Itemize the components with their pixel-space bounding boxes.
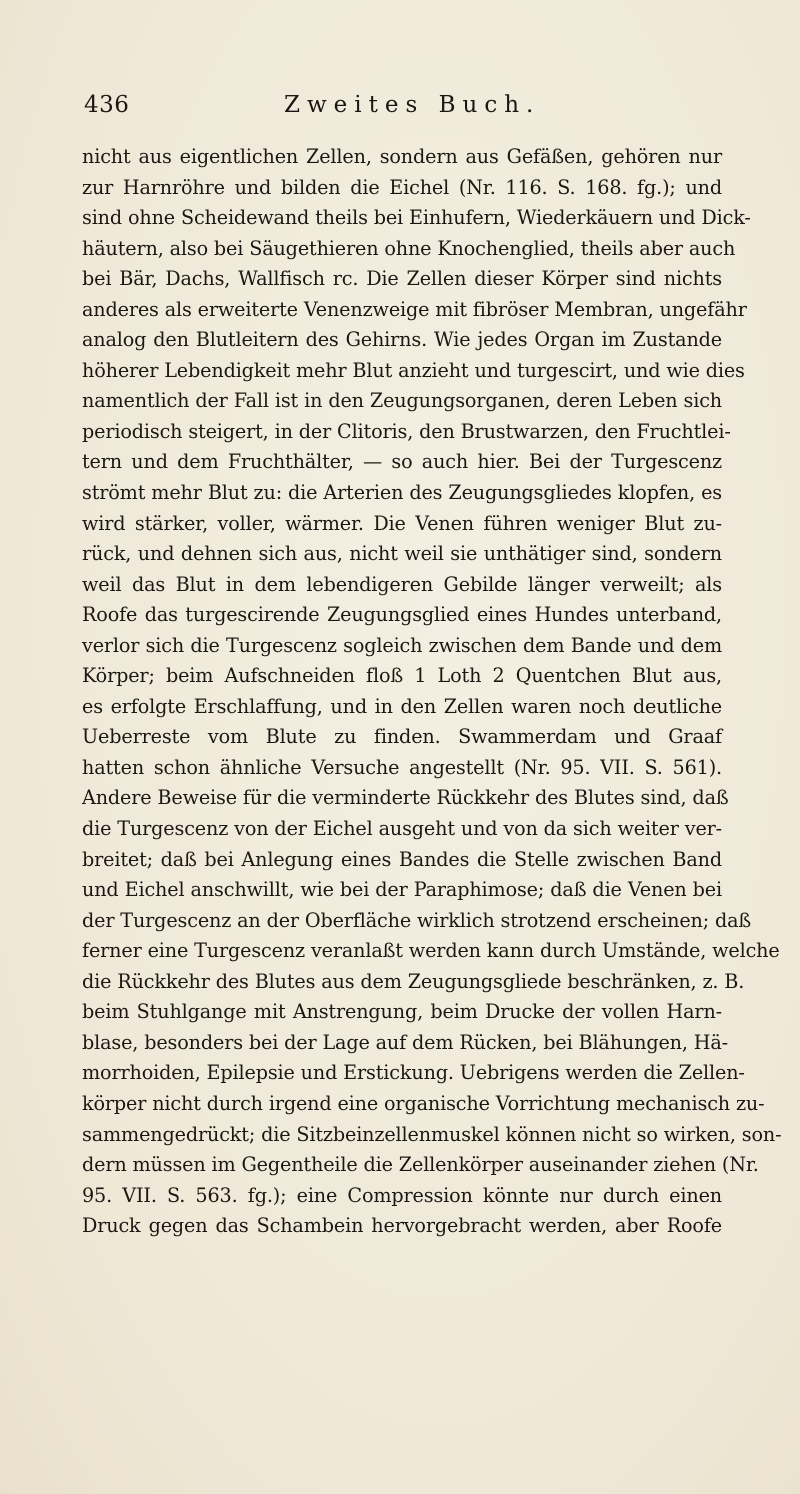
- text-line: die Rückkehr des Blutes aus dem Zeugungsgliede beschränken, z. B.: [82, 969, 745, 993]
- text-line: Roofe das turgescirende Zeugungsglied eines Hundes unterband,: [82, 603, 722, 627]
- text-line: höherer Lebendigkeit mehr Blut anzieht und turgescirt, und wie dies: [82, 358, 745, 382]
- text-line: häutern, also bei Säugethieren ohne Knochenglied, theils aber auch: [82, 236, 736, 260]
- text-line: wird stärker, voller, wärmer. Die Venen führen weniger Blut zu-: [82, 511, 722, 535]
- text-line: rück, und dehnen sich aus, nicht weil sie unthätiger sind, sondern: [82, 542, 722, 566]
- text-line: morrhoiden, Epilepsie und Erstickung. Uebrigens werden die Zellen-: [82, 1061, 745, 1085]
- text-line: sind ohne Scheidewand theils bei Einhufern, Wiederkäuern und Dick-: [82, 206, 751, 230]
- text-line: die Turgescenz von der Eichel ausgeht und von da sich weiter ver-: [82, 817, 722, 841]
- text-line: analog den Blutleitern des Gehirns. Wie jedes Organ im Zustande: [82, 328, 722, 352]
- running-head: Zweites Buch.: [284, 92, 541, 118]
- text-line: blase, besonders bei der Lage auf dem Rücken, bei Blähungen, Hä-: [82, 1030, 728, 1054]
- text-line: körper nicht durch irgend eine organische Vorrichtung mechanisch zu-: [82, 1091, 765, 1115]
- text-line: Andere Beweise für die verminderte Rückkehr des Blutes sind, daß: [82, 786, 729, 810]
- text-line: breitet; daß bei Anlegung eines Bandes die Stelle zwischen Band: [82, 847, 722, 871]
- text-line: sammengedrückt; die Sitzbeinzellenmuskel können nicht so wirken, son-: [82, 1122, 782, 1146]
- text-line: ferner eine Turgescenz veranlaßt werden kann durch Umstände, welche: [82, 939, 780, 963]
- text-line: nicht aus eigentlichen Zellen, sondern aus Gefäßen, gehören nur: [82, 145, 722, 168]
- text-line: anderes als erweiterte Venenzweige mit fibröser Membran, ungefähr: [82, 297, 747, 321]
- text-line: beim Stuhlgange mit Anstrengung, beim Drucke der vollen Harn-: [82, 1000, 722, 1024]
- text-line: tern und dem Fruchthälter, — so auch hier. Bei der Turgescenz: [82, 450, 722, 474]
- text-line: verlor sich die Turgescenz sogleich zwischen dem Bande und dem: [82, 633, 722, 657]
- text-line: der Turgescenz an der Oberfläche wirklich strotzend erscheinen; daß: [82, 908, 752, 932]
- text-line: weil das Blut in dem lebendigeren Gebilde länger verweilt; als: [82, 572, 722, 596]
- text-line: 95. VII. S. 563. fg.); eine Compression könnte nur durch einen: [82, 1183, 722, 1207]
- page-number: 436: [84, 92, 130, 118]
- text-line: Ueberreste vom Blute zu finden. Swammerdam und Graaf: [82, 725, 722, 749]
- text-line: es erfolgte Erschlaffung, und in den Zellen waren noch deutliche: [82, 694, 722, 718]
- body-text: [82, 142, 782, 1242]
- text-line: namentlich der Fall ist in den Zeugungsorganen, deren Leben sich: [82, 389, 722, 413]
- text-line: Körper; beim Aufschneiden floß 1 Loth 2 Quentchen Blut aus,: [82, 664, 722, 688]
- text-line: und Eichel anschwillt, wie bei der Paraphimose; daß die Venen bei: [82, 878, 722, 902]
- text-line: hatten schon ähnliche Versuche angestellt (Nr. 95. VII. S. 561).: [82, 755, 722, 779]
- text-line: periodisch steigert, in der Clitoris, den Brustwarzen, den Fruchtlei-: [82, 419, 731, 443]
- text-line: Druck gegen das Schambein hervorgebracht werden, aber Roofe: [82, 1214, 722, 1238]
- text-line: dern müssen im Gegentheile die Zellenkörper auseinander ziehen (Nr.: [82, 1153, 759, 1177]
- page-header: [84, 92, 720, 128]
- text-line: strömt mehr Blut zu: die Arterien des Zeugungsgliedes klopfen, es: [82, 481, 722, 505]
- text-line: bei Bär, Dachs, Wallfisch rc. Die Zellen dieser Körper sind nichts: [82, 267, 722, 291]
- text-line: zur Harnröhre und bilden die Eichel (Nr. 116. S. 168. fg.); und: [82, 175, 722, 199]
